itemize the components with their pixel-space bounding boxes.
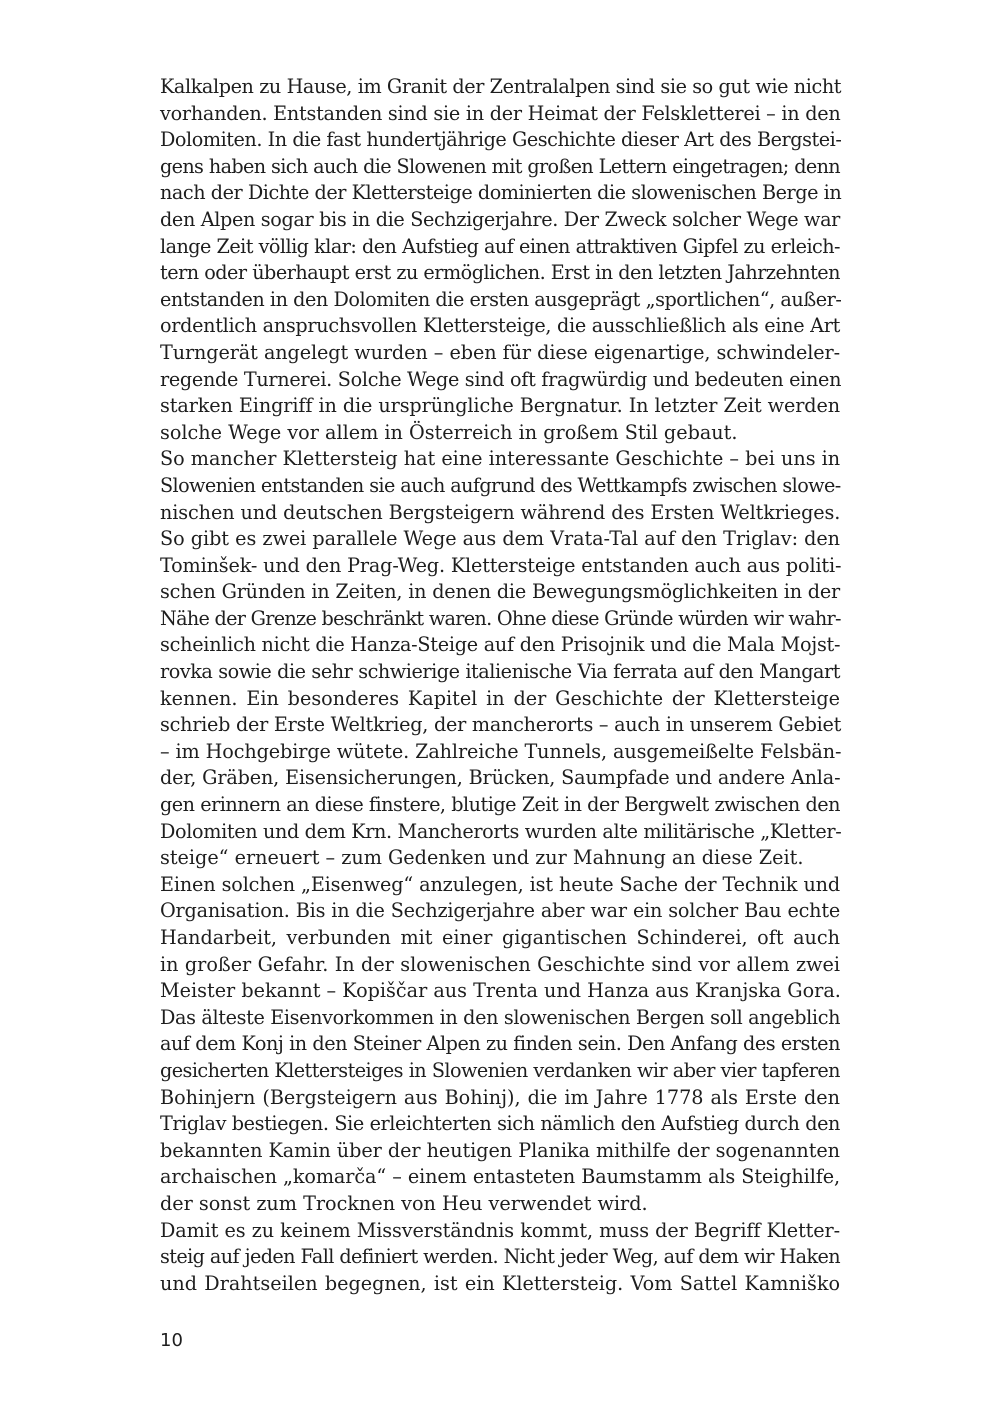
- text-line: schrieb der Erste Weltkrieg, der mancherorts – auch in unserem Gebiet: [160, 713, 842, 737]
- text-line: solche Wege vor allem in Österreich in großem Stil gebaut.: [160, 420, 738, 444]
- text-line: nischen und deutschen Bergsteigern während des Ersten Weltkrieges.: [160, 500, 841, 524]
- text-line: kennen. Ein besonderes Kapitel in der Geschichte der Klettersteige: [160, 686, 840, 710]
- text-line: in großer Gefahr. In der slowenischen Geschichte sind vor allem zwei: [160, 952, 840, 976]
- text-line: Slowenien entstanden sie auch aufgrund des Wettkampfs zwischen slowe-: [160, 473, 841, 497]
- text-line: scheinlich nicht die Hanza-Steige auf den Prisojnik und die Mala Mojst-: [160, 633, 841, 657]
- text-line: Bohinjern (Bergsteigern aus Bohinj), die im Jahre 1778 als Erste den: [160, 1085, 840, 1109]
- text-line: gens haben sich auch die Slowenen mit großen Lettern eingetragen; denn: [160, 154, 840, 178]
- text-line: Turngerät angelegt wurden – eben für diese eigenartige, schwindeler-: [160, 340, 840, 364]
- text-line: Das älteste Eisenvorkommen in den slowenischen Bergen soll angeblich: [160, 1005, 841, 1029]
- text-line: den Alpen sogar bis in die Sechzigerjahre. Der Zweck solcher Wege war: [160, 207, 840, 231]
- text-line: Organisation. Bis in die Sechzigerjahre aber war ein solcher Bau echte: [160, 899, 840, 923]
- text-line: Tominšek- und den Prag-Weg. Klettersteige entstanden auch aus politi-: [160, 553, 842, 577]
- paragraph: [160, 1218, 840, 1298]
- text-line: archaischen „komarča“ – einem entasteten Baumstamm als Steighilfe,: [160, 1165, 840, 1189]
- text-line: rovka sowie die sehr schwierige italienische Via ferrata auf den Mangart: [160, 660, 840, 684]
- text-line: Damit es zu keinem Missverständnis kommt, muss der Begriff Kletter-: [160, 1218, 840, 1242]
- text-line: Dolomiten und dem Krn. Mancherorts wurden alte militärische „Kletter-: [160, 819, 842, 843]
- text-line: der sonst zum Trocknen von Heu verwendet wird.: [160, 1191, 648, 1215]
- text-line: ordentlich anspruchsvollen Klettersteige, die ausschließlich als eine Art: [160, 314, 840, 338]
- paragraph: [160, 74, 840, 446]
- text-line: Dolomiten. In die fast hundertjährige Geschichte dieser Art des Bergstei-: [160, 128, 842, 152]
- text-line: und Drahtseilen begegnen, ist ein Klettersteig. Vom Sattel Kamniško: [160, 1271, 840, 1295]
- text-line: steig auf jeden Fall definiert werden. Nicht jeder Weg, auf dem wir Haken: [160, 1245, 840, 1269]
- text-line: Meister bekannt – Kopiščar aus Trenta und Hanza aus Kranjska Gora.: [160, 979, 841, 1003]
- text-line: Kalkalpen zu Hause, im Granit der Zentralalpen sind sie so gut wie nicht: [160, 75, 842, 98]
- body-text: [160, 74, 840, 1297]
- text-line: bekannten Kamin über der heutigen Planika mithilfe der sogenannten: [160, 1138, 840, 1162]
- text-line: steige“ erneuert – zum Gedenken und zur Mahnung an diese Zeit.: [160, 846, 804, 870]
- text-line: entstanden in den Dolomiten die ersten ausgeprägt „sportlichen“, außer-: [160, 287, 842, 311]
- text-line: So gibt es zwei parallele Wege aus dem Vrata-Tal auf den Triglav: den: [160, 527, 840, 551]
- text-line: starken Eingriff in die ursprüngliche Bergnatur. In letzter Zeit werden: [160, 394, 840, 418]
- paragraph: [160, 446, 840, 872]
- text-line: Einen solchen „Eisenweg“ anzulegen, ist heute Sache der Technik und: [160, 872, 840, 896]
- text-line: – im Hochgebirge wütete. Zahlreiche Tunnels, ausgemeißelte Felsbän-: [160, 739, 842, 763]
- text-line: nach der Dichte der Klettersteige dominierten die slowenischen Berge in: [160, 181, 842, 205]
- text-line: gen erinnern an diese finstere, blutige Zeit in der Bergwelt zwischen den: [160, 793, 840, 817]
- text-line: Handarbeit, verbunden mit einer gigantischen Schinderei, oft auch: [160, 926, 840, 949]
- text-line: tern oder überhaupt erst zu ermöglichen. Erst in den letzten Jahrzehnten: [160, 261, 840, 285]
- page-number: 10: [160, 1330, 183, 1351]
- text-line: schen Gründen in Zeiten, in denen die Bewegungsmöglichkeiten in der: [160, 580, 840, 604]
- text-line: regende Turnerei. Solche Wege sind oft fragwürdig und bedeuten einen: [160, 367, 842, 391]
- text-line: lange Zeit völlig klar: den Aufstieg auf einen attraktiven Gipfel zu erleich-: [160, 234, 840, 258]
- text-line: Nähe der Grenze beschränkt waren. Ohne diese Gründe würden wir wahr-: [160, 606, 841, 630]
- paragraph: [160, 872, 840, 1218]
- text-line: Triglav bestiegen. Sie erleichterten sich nämlich den Aufstieg durch den: [160, 1112, 840, 1136]
- text-line: vorhanden. Entstanden sind sie in der Heimat der Felskletterei – in den: [160, 101, 841, 125]
- text-line: auf dem Konj in den Steiner Alpen zu finden sein. Den Anfang des ersten: [160, 1032, 840, 1056]
- text-line: So mancher Klettersteig hat eine interessante Geschichte – bei uns in: [160, 447, 841, 471]
- text-line: gesicherten Klettersteiges in Slowenien verdanken wir aber vier tapferen: [160, 1058, 840, 1082]
- text-line: der, Gräben, Eisensicherungen, Brücken, Saumpfade und andere Anla-: [160, 766, 841, 790]
